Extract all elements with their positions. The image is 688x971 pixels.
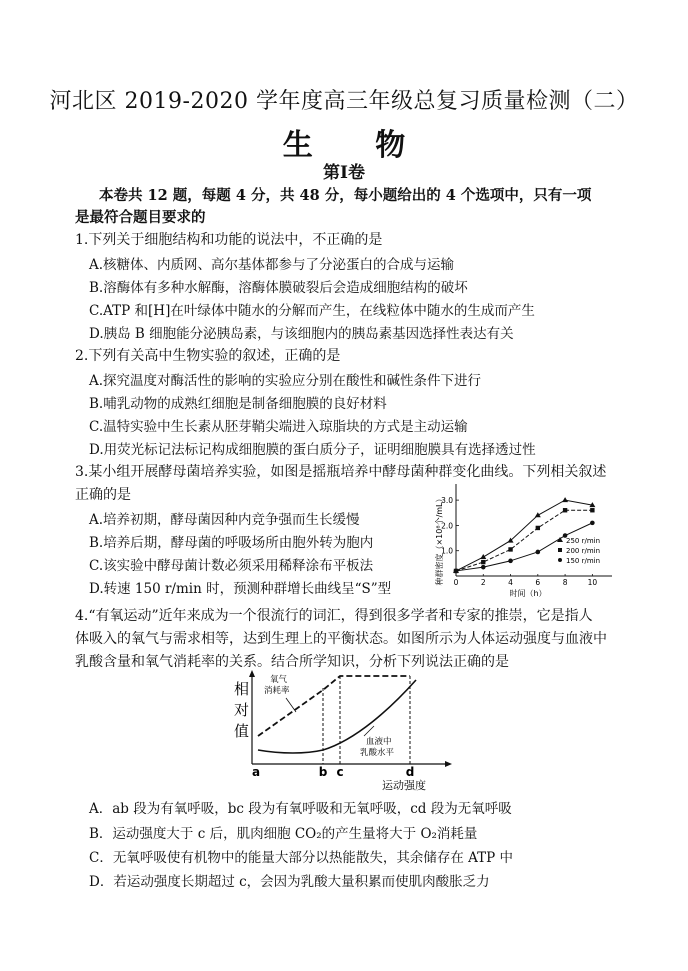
question-1-option-d: D.胰岛 B 细胞能分泌胰岛素，与该细胞内的胰岛素基因选择性表达有关 bbox=[89, 326, 514, 342]
yeast-legend-marker bbox=[558, 558, 562, 562]
yeast-point-triangle bbox=[480, 554, 486, 559]
yeast-chart-ylabel: 种群密度（×10⁸个/mL） bbox=[435, 494, 444, 586]
x-tick-d: d bbox=[405, 765, 415, 779]
yeast-point-circle bbox=[481, 565, 486, 570]
question-2-option-b: B.哺乳动物的成熟红细胞是制备细胞膜的良好材料 bbox=[89, 396, 387, 412]
yeast-y-tick-label: 1.0 bbox=[441, 546, 453, 556]
yeast-legend-marker bbox=[558, 548, 562, 552]
question-1-option-b: B.溶酶体有多种水解酶，溶酶体膜破裂后会造成细胞结构的破坏 bbox=[89, 280, 468, 296]
question-4-stem-line-1: 4.“有氧运动”近年来成为一个很流行的词汇，得到很多学者和专家的推崇，它是指人 bbox=[75, 608, 593, 624]
yeast-x-tick-label: 10 bbox=[587, 578, 598, 587]
yeast-y-tick-label: 3.0 bbox=[441, 496, 453, 506]
yeast-population-chart bbox=[428, 482, 618, 600]
yeast-x-tick-label: 4 bbox=[508, 578, 513, 587]
x-axis-label: 运动强度 bbox=[382, 779, 426, 792]
yeast-point-circle bbox=[536, 550, 541, 555]
yeast-x-tick-label: 6 bbox=[535, 578, 541, 587]
yeast-y-tick-label: 2.0 bbox=[441, 521, 453, 531]
yeast-legend-label: 200 r/min bbox=[566, 547, 601, 555]
yeast-point-circle bbox=[508, 559, 513, 564]
exercise-intensity-chart bbox=[226, 668, 454, 794]
question-4-stem-line-3: 乳酸含量和氧气消耗率的关系。结合所学知识，分析下列说法正确的是 bbox=[75, 654, 509, 670]
yeast-chart-xlabel: 时间（h） bbox=[509, 589, 547, 598]
yeast-x-tick-label: 2 bbox=[480, 578, 486, 587]
oxygen-label-line-2: 消耗率 bbox=[264, 686, 290, 696]
volume-label: 第Ⅰ卷 bbox=[323, 163, 365, 183]
question-1-option-c: C.ATP 和[H]在叶绿体中随水的分解而产生，在线粒体中随水的生成而产生 bbox=[89, 303, 535, 319]
y-axis-arrow bbox=[249, 670, 255, 677]
question-4-option-c: C．无氧呼吸使有机物中的能量大部分以热能散失，其余储存在 ATP 中 bbox=[89, 850, 514, 866]
question-3-stem-line-1: 3.某小组开展酵母菌培养实验，如图是摇瓶培养中酵母菌种群变化曲线。下列相关叙述 bbox=[75, 464, 607, 480]
oxygen-label-leader bbox=[286, 698, 296, 712]
question-4-stem-line-2: 体吸入的氧气与需求相等，达到生理上的平衡状态。如图所示为人体运动强度与血液中 bbox=[75, 631, 607, 647]
x-axis-arrow bbox=[445, 761, 452, 767]
question-4-option-b: B．运动强度大于 c 后，肌肉细胞 CO₂的产生量将大于 O₂消耗量 bbox=[89, 826, 478, 842]
y-label-char-1: 相 bbox=[234, 680, 250, 698]
yeast-point-circle bbox=[590, 521, 595, 526]
question-1-option-a: A.核糖体、内质网、高尔基体都参与了分泌蛋白的合成与运输 bbox=[89, 257, 455, 273]
y-label-char-3: 值 bbox=[234, 722, 250, 740]
lactic-label-line-2: 乳酸水平 bbox=[360, 748, 395, 758]
yeast-point-square bbox=[508, 547, 512, 551]
question-4-option-a: A．ab 段为有氧呼吸，bc 段为有氧呼吸和无氧呼吸，cd 段为无氧呼吸 bbox=[89, 801, 512, 817]
yeast-point-square bbox=[481, 560, 485, 564]
yeast-point-triangle bbox=[562, 497, 568, 502]
x-tick-b: b bbox=[318, 765, 328, 779]
yeast-legend-label: 250 r/min bbox=[566, 537, 601, 545]
oxygen-label-line-1: 氧气 bbox=[270, 675, 288, 685]
question-3-option-d: D.转速 150 r/min 时，预测种群增长曲线呈“S”型 bbox=[89, 581, 392, 597]
oxygen-consumption-line bbox=[258, 676, 410, 736]
instructions-line-1: 本卷共 12 题，每题 4 分，共 48 分，每小题给出的 4 个选项中，只有一项 bbox=[99, 187, 592, 204]
question-2-option-d: D.用荧光标记法标记构成细胞膜的蛋白质分子，证明细胞膜具有选择透过性 bbox=[89, 442, 536, 458]
question-3-option-a: A.培养初期，酵母菌因种内竞争强而生长缓慢 bbox=[89, 512, 360, 528]
question-3-option-c: C.该实验中酵母菌计数必须采用稀释涂布平板法 bbox=[89, 558, 374, 574]
lactic-label-line-1: 血液中 bbox=[366, 737, 392, 747]
yeast-point-triangle bbox=[535, 512, 541, 517]
x-tick-a: a bbox=[251, 765, 261, 779]
yeast-x-tick-label: 8 bbox=[562, 578, 568, 587]
question-2-option-a: A.探究温度对酶活性的影响的实验应分别在酸性和碱性条件下进行 bbox=[89, 373, 482, 389]
yeast-point-circle bbox=[454, 569, 459, 574]
subject-title: 生 物 bbox=[282, 128, 432, 163]
question-3-option-b: B.培养后期，酵母菌的呼吸场所由胞外转为胞内 bbox=[89, 535, 374, 551]
yeast-x-tick-label: 0 bbox=[453, 578, 459, 587]
yeast-point-square bbox=[536, 526, 540, 530]
question-1-stem: 1.下列关于细胞结构和功能的说法中，不正确的是 bbox=[75, 232, 383, 248]
yeast-legend-label: 150 r/min bbox=[566, 557, 601, 565]
exam-title: 河北区 2019-2020 学年度高三年级总复习质量检测（二） bbox=[49, 89, 639, 114]
question-3-stem-line-2: 正确的是 bbox=[75, 487, 131, 503]
x-tick-c: c bbox=[336, 765, 344, 779]
question-2-stem: 2.下列有关高中生物实验的叙述，正确的是 bbox=[75, 348, 341, 364]
yeast-point-square bbox=[590, 508, 594, 512]
question-4-option-d: D．若运动强度长期超过 c，会因为乳酸大量积累而使肌肉酸胀乏力 bbox=[89, 874, 490, 890]
instructions-line-2: 是最符合题目要求的 bbox=[75, 209, 206, 226]
question-2-option-c: C.温特实验中生长素从胚芽鞘尖端进入琼脂块的方式是主动运输 bbox=[89, 419, 468, 435]
y-label-char-2: 对 bbox=[234, 701, 250, 719]
yeast-chart-plot bbox=[441, 484, 612, 587]
yeast-point-circle bbox=[563, 533, 568, 538]
yeast-point-square bbox=[563, 508, 567, 512]
